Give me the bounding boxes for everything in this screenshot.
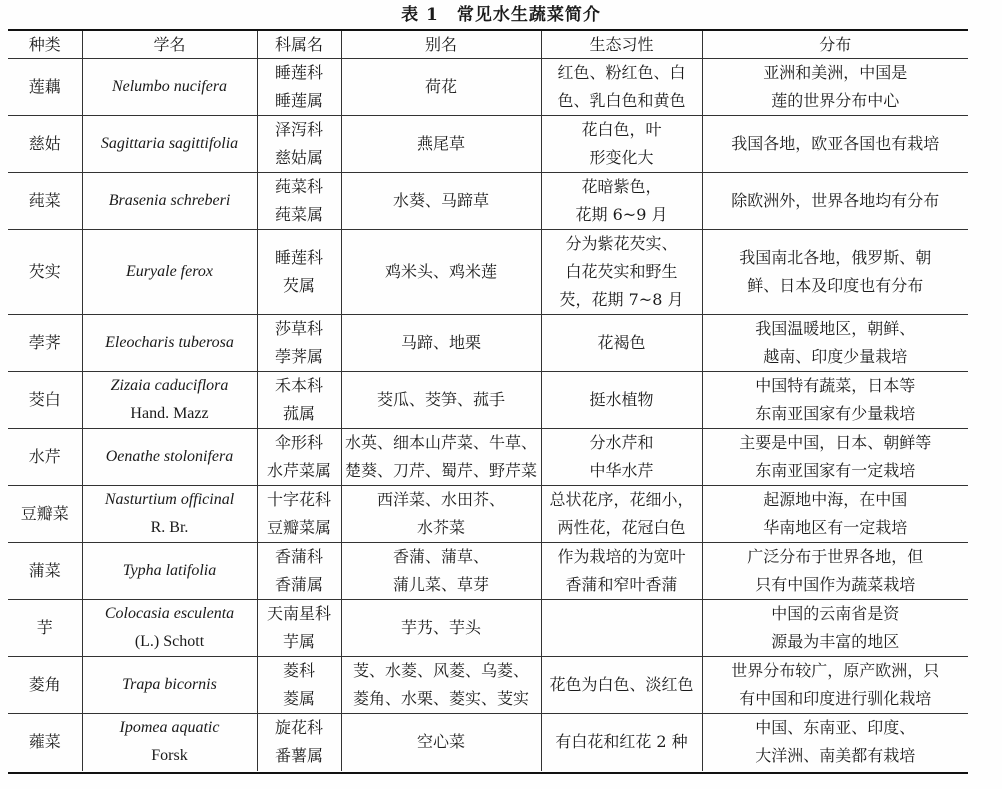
ecology-line: 花白色，叶: [581, 120, 662, 139]
alias-line: 马蹄、地栗: [400, 333, 481, 352]
scientific-name-text: Eleocharis tuberosa: [105, 334, 234, 351]
scientific-name-text: Trapa bicornis: [122, 676, 217, 693]
family-genus-line: 番薯属: [274, 746, 323, 766]
cell-alias: [341, 600, 541, 657]
cell-alias: [341, 59, 541, 116]
cell-kind: 芋: [8, 600, 82, 657]
family-genus-line: 泽泻科: [274, 120, 323, 139]
family-genus-line: 莼菜科: [274, 177, 323, 196]
ecology-line: 花期 6~9 月: [575, 205, 668, 224]
alias-line: 鸡米头、鸡米莲: [384, 262, 497, 281]
header-distribution: 分布: [702, 31, 968, 59]
alias-line: 香蒲、蒲草、: [392, 547, 489, 566]
cell-alias: [341, 543, 541, 600]
ecology-line: 总状花序，花细小，: [549, 490, 694, 509]
table-row: [8, 543, 968, 600]
cell-family-genus: [257, 315, 341, 372]
family-genus-line: 天南星科: [266, 604, 331, 623]
cell-kind: 水芹: [8, 429, 82, 486]
cell-alias: [341, 429, 541, 486]
cell-ecology: [541, 116, 702, 173]
cell-alias: [341, 315, 541, 372]
cell-kind: 蕹菜: [28, 732, 61, 752]
ecology-line: 白花芡实和野生: [565, 262, 678, 281]
cell-kind: 慈姑: [8, 116, 82, 173]
ecology-line: 花褐色: [597, 333, 646, 352]
header-scientific-name: 学名: [82, 31, 257, 59]
cell-ecology: [541, 59, 702, 116]
distribution-line: 起源地中海，在中国: [763, 490, 908, 509]
cell-alias: [341, 116, 541, 173]
distribution-line: 只有中国作为蔬菜栽培: [755, 575, 916, 594]
alias-line: 燕尾草: [416, 134, 465, 153]
alias-line: 水葵、马蹄草: [392, 191, 489, 210]
cell-family-genus: [257, 600, 341, 657]
cell-distribution: [702, 657, 968, 714]
cell-scientific-name: [82, 714, 257, 771]
distribution-line: 我国温暖地区，朝鲜、: [755, 319, 916, 338]
distribution-line: 亚洲和美洲，中国是: [763, 63, 908, 82]
family-genus-line: 禾本科: [274, 376, 323, 395]
ecology-line: 花色为白色、淡红色: [549, 675, 694, 694]
distribution-line: 中国、东南亚、印度、: [755, 718, 916, 738]
header-ecology: 生态习性: [541, 31, 702, 59]
cell-ecology: [541, 714, 702, 771]
scientific-name-authority: Hand. Mazz: [130, 405, 209, 422]
ecology-line: 挺水植物: [589, 390, 654, 409]
ecology-line: 香蒲和窄叶香蒲: [565, 575, 678, 594]
scientific-name-authority: R. Br.: [150, 519, 189, 536]
cell-kind: 莼菜: [8, 173, 82, 230]
cell-distribution: [702, 600, 968, 657]
cell-scientific-name: [82, 657, 257, 714]
distribution-line: 中国特有蔬菜，日本等: [755, 376, 916, 395]
distribution-line: 源最为丰富的地区: [771, 632, 900, 651]
cell-family-genus: [257, 173, 341, 230]
family-genus-line: 睡莲属: [274, 91, 323, 110]
cell-kind: 蒲菜: [8, 543, 82, 600]
family-genus-line: 芋属: [282, 632, 315, 651]
distribution-line: 中国的云南省是资: [771, 604, 900, 623]
family-genus-line: 芡属: [282, 276, 315, 295]
cell-ecology: [541, 429, 702, 486]
table-body: [8, 59, 968, 771]
alias-line: 荷花: [424, 77, 457, 96]
cell-scientific-name: [82, 600, 257, 657]
cell-scientific-name: [82, 173, 257, 230]
distribution-line: 广泛分布于世界各地，但: [747, 547, 924, 566]
cell-kind: 莲藕: [8, 59, 82, 116]
scientific-name-text: Brasenia schreberi: [108, 192, 231, 209]
family-genus-line: 豆瓣菜属: [266, 518, 331, 537]
table-bottom-rule: [8, 772, 968, 774]
table-row: [8, 657, 968, 714]
scientific-name-text: Ipomea aquatic: [119, 719, 220, 737]
aquatic-vegetables-table: [8, 31, 968, 771]
distribution-line: 华南地区有一定栽培: [763, 518, 908, 537]
cell-scientific-name: [82, 543, 257, 600]
scientific-name-authority: Forsk: [151, 747, 188, 765]
alias-line: 空心菜: [416, 732, 465, 752]
ecology-line: 作为栽培的为宽叶: [557, 547, 686, 566]
distribution-line: 大洋洲、南美都有栽培: [755, 746, 916, 766]
scientific-name-text: Zizaia caduciflora: [110, 377, 229, 394]
alias-line: 水英、细本山芹菜、牛草、: [344, 433, 537, 452]
ecology-line: 形变化大: [589, 148, 654, 167]
cell-distribution: [702, 116, 968, 173]
cell-distribution: [702, 714, 968, 771]
cell-alias: [341, 372, 541, 429]
ecology-line: 中华水芹: [589, 461, 654, 480]
cell-family-genus: [257, 543, 341, 600]
family-genus-line: 莎草科: [274, 319, 323, 338]
family-genus-line: 菱属: [282, 689, 315, 708]
alias-line: 水芥菜: [416, 518, 465, 537]
cell-ecology: [541, 543, 702, 600]
cell-ecology: [541, 173, 702, 230]
scientific-name-authority: (L.) Schott: [134, 633, 205, 650]
family-genus-line: 菱科: [282, 661, 315, 680]
cell-family-genus: [257, 657, 341, 714]
scientific-name-text: Colocasia esculenta: [104, 605, 235, 622]
cell-scientific-name: [82, 372, 257, 429]
scientific-name-text: Euryale ferox: [126, 263, 213, 280]
cell-scientific-name: [82, 315, 257, 372]
family-genus-line: 菰属: [282, 404, 315, 423]
cell-family-genus: [257, 714, 341, 771]
distribution-line: 鲜、日本及印度也有分布: [747, 276, 924, 295]
cell-kind: 荸荠: [8, 315, 82, 372]
table-header: [8, 31, 968, 59]
header-kind: 种类: [8, 31, 82, 59]
ecology-line: 有白花和红花 2 种: [555, 732, 688, 752]
scientific-name-text: Sagittaria sagittifolia: [100, 135, 239, 152]
ecology-line: 色、乳白色和黄色: [557, 91, 686, 110]
distribution-line: 莲的世界分布中心: [771, 91, 900, 110]
cell-distribution: [702, 230, 968, 315]
cell-distribution: [702, 486, 968, 543]
cell-family-genus: [257, 230, 341, 315]
distribution-line: 主要是中国，日本、朝鲜等: [739, 433, 932, 452]
cell-scientific-name: [82, 116, 257, 173]
family-genus-line: 睡莲科: [274, 63, 323, 82]
scientific-name-text: Typha latifolia: [122, 562, 217, 579]
distribution-line: 我国南北各地，俄罗斯、朝: [739, 248, 932, 267]
ecology-line: 芡，花期 7~8 月: [559, 290, 684, 309]
cell-kind: 芡实: [8, 230, 82, 315]
cell-scientific-name: [82, 59, 257, 116]
cell-kind: 豆瓣菜: [8, 486, 82, 543]
cell-kind: 菱角: [8, 657, 82, 714]
cell-distribution: [702, 372, 968, 429]
family-genus-line: 十字花科: [266, 490, 331, 509]
family-genus-line: 伞形科: [274, 433, 323, 452]
cell-scientific-name: [82, 429, 257, 486]
alias-line: 芰、水菱、风菱、乌菱、: [352, 661, 529, 680]
cell-ecology: [541, 315, 702, 372]
ecology-line: 红色、粉红色、白: [557, 63, 686, 82]
cell-alias: [341, 173, 541, 230]
distribution-line: 世界分布较广，原产欧洲，只: [731, 661, 940, 680]
cell-family-genus: [257, 372, 341, 429]
distribution-line: 东南亚国家有少量栽培: [755, 404, 916, 423]
table-row: [8, 230, 968, 315]
scientific-name-text: Nelumbo nucifera: [111, 78, 228, 95]
family-genus-line: 香蒲属: [274, 575, 323, 594]
scientific-name-text: Nasturtium officinal: [104, 491, 235, 508]
cell-family-genus: [257, 429, 341, 486]
cell-ecology: [541, 230, 702, 315]
cell-distribution: [702, 543, 968, 600]
scientific-name-text: Oenathe stolonifera: [105, 448, 234, 465]
table-caption: 表 1 常见水生蔬菜简介: [401, 5, 601, 25]
table-row: [8, 429, 968, 486]
alias-line: 芋艿、芋头: [400, 618, 481, 637]
cell-alias: [341, 486, 541, 543]
table-row: [8, 116, 968, 173]
cell-family-genus: [257, 116, 341, 173]
cell-alias: [341, 657, 541, 714]
distribution-line: 东南亚国家有一定栽培: [755, 461, 916, 480]
cell-distribution: [702, 429, 968, 486]
ecology-line: 花暗紫色，: [581, 177, 662, 196]
family-genus-line: 睡莲科: [274, 248, 323, 267]
alias-line: 西洋菜、水田芥、: [376, 490, 505, 509]
cell-family-genus: [257, 59, 341, 116]
header-alias: 别名: [341, 31, 541, 59]
distribution-line: 越南、印度少量栽培: [763, 347, 908, 366]
distribution-line: 除欧洲外，世界各地均有分布: [731, 191, 940, 210]
cell-ecology: [541, 372, 702, 429]
family-genus-line: 水芹菜属: [266, 461, 331, 480]
table-row: [8, 600, 968, 657]
cell-scientific-name: [82, 230, 257, 315]
alias-line: 楚葵、刀芹、蜀芹、野芹菜: [344, 461, 537, 480]
cell-scientific-name: [82, 486, 257, 543]
cell-ecology: [541, 486, 702, 543]
distribution-line: 我国各地，欧亚各国也有栽培: [731, 134, 940, 153]
cell-alias: [341, 230, 541, 315]
family-genus-line: 莼菜属: [274, 205, 323, 224]
table-row: [8, 173, 968, 230]
table-row: [8, 714, 968, 771]
distribution-line: 有中国和印度进行驯化栽培: [739, 689, 932, 708]
family-genus-line: 荸荠属: [274, 347, 323, 366]
ecology-line: 分为紫花芡实、: [565, 234, 678, 253]
alias-line: 茭瓜、茭笋、菰手: [376, 390, 505, 409]
cell-family-genus: [257, 486, 341, 543]
ecology-line: 两性花，花冠白色: [557, 518, 686, 537]
table-row: [8, 315, 968, 372]
ecology-line: 分水芹和: [589, 433, 654, 452]
header-row: [8, 31, 968, 59]
family-genus-line: 慈姑属: [274, 148, 323, 167]
table-row: [8, 372, 968, 429]
cell-distribution: [702, 59, 968, 116]
family-genus-line: 香蒲科: [274, 547, 323, 566]
alias-line: 菱角、水栗、菱实、芰实: [352, 689, 529, 708]
header-family-genus: 科属名: [257, 31, 341, 59]
cell-kind: 茭白: [8, 372, 82, 429]
cell-alias: [341, 714, 541, 771]
alias-line: 蒲儿菜、草芽: [392, 575, 489, 594]
cell-distribution: [702, 315, 968, 372]
table-row: [8, 59, 968, 116]
cell-distribution: [702, 173, 968, 230]
table-row: [8, 486, 968, 543]
cell-ecology: [541, 600, 702, 657]
family-genus-line: 旋花科: [274, 718, 323, 738]
cell-ecology: [541, 657, 702, 714]
